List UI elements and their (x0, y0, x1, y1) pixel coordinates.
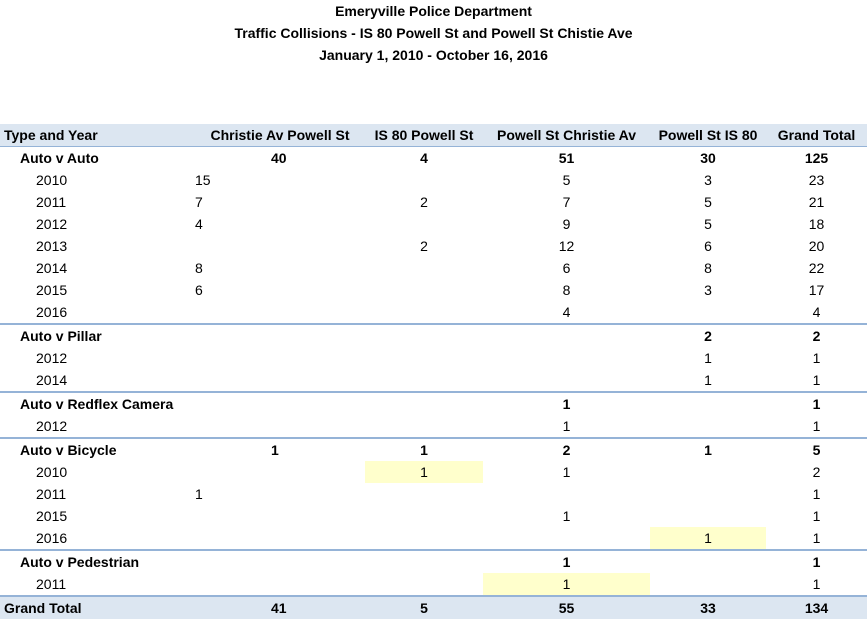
table-cell (195, 415, 365, 438)
year-label[interactable]: 2016 (36, 529, 68, 546)
year-label[interactable]: 2011 (36, 575, 67, 592)
year-row (0, 169, 867, 191)
table-cell: 5 (562, 171, 571, 188)
table-cell: 1 (812, 349, 821, 366)
year-row (0, 461, 867, 483)
table-cell: 2 (420, 237, 428, 254)
year-row (0, 191, 867, 213)
year-label[interactable]: 2013 (36, 237, 68, 254)
table-cell (195, 505, 365, 527)
col-header-powell-is80[interactable]: Powell St IS 80 (650, 124, 766, 147)
report-date-range: January 1, 2010 - October 16, 2016 (319, 47, 548, 63)
table-cell (195, 550, 365, 573)
table-cell (365, 301, 483, 324)
table-cell: 20 (808, 237, 825, 254)
table-cell: 4 (812, 303, 821, 320)
table-cell (365, 324, 483, 347)
table-cell: 1 (195, 438, 365, 461)
report-org: Emeryville Police Department (335, 3, 532, 19)
table-cell: 1 (704, 349, 712, 366)
table-cell: 1 (562, 417, 571, 434)
year-label[interactable]: 2012 (36, 215, 68, 232)
table-cell: 2 (812, 463, 821, 480)
table-cell (650, 415, 766, 438)
group-row (0, 550, 867, 573)
table-cell: 5 (766, 438, 867, 461)
table-cell (195, 573, 365, 596)
table-cell (195, 461, 365, 483)
table-cell: 125 (804, 149, 829, 166)
table-cell: 1 (812, 529, 821, 546)
table-cell (365, 505, 483, 527)
table-cell: 1 (365, 461, 483, 483)
table-cell: 8 (562, 281, 571, 298)
table-cell: 2 (766, 324, 867, 347)
table-cell: 55 (483, 596, 650, 619)
col-header-type-year[interactable]: Type and Year (0, 124, 195, 147)
table-cell: 1 (766, 550, 867, 573)
table-cell: 1 (562, 463, 571, 480)
table-cell: 33 (650, 596, 766, 619)
table-cell: 2 (483, 438, 650, 461)
table-cell: 21 (808, 193, 825, 210)
year-row (0, 369, 867, 392)
report-title: Traffic Collisions - IS 80 Powell St and Powell St Chistie Ave (234, 25, 633, 41)
table-cell (483, 483, 650, 505)
table-cell: 22 (808, 259, 825, 276)
table-cell (365, 169, 483, 191)
table-cell (195, 369, 365, 392)
year-row (0, 235, 867, 257)
table-cell: 17 (808, 281, 825, 298)
year-row (0, 527, 867, 550)
table-cell (195, 527, 365, 550)
table-cell: 1 (483, 550, 650, 573)
year-label[interactable]: 2011 (36, 485, 67, 502)
grand-total-label: Grand Total (0, 596, 195, 619)
table-cell: 5 (365, 596, 483, 619)
table-cell: 12 (558, 237, 575, 254)
table-cell: 1 (195, 485, 203, 502)
table-cell: 4 (420, 149, 428, 166)
table-cell (483, 324, 650, 347)
table-cell: 5 (704, 193, 712, 210)
table-cell: 51 (558, 149, 575, 166)
table-cell (365, 369, 483, 392)
table-cell: 1 (365, 438, 483, 461)
table-cell: 4 (562, 303, 571, 320)
table-cell: 23 (808, 171, 825, 188)
group-row (0, 438, 867, 461)
year-row (0, 415, 867, 438)
table-cell (365, 213, 483, 235)
table-body (0, 147, 867, 597)
year-label[interactable]: 2012 (36, 417, 68, 434)
group-label[interactable]: Auto v Pedestrian (0, 550, 195, 573)
table-cell: 6 (562, 259, 571, 276)
table-cell: 8 (704, 259, 712, 276)
year-row (0, 347, 867, 369)
table-cell (650, 550, 766, 573)
col-header-christie-powell[interactable]: Christie Av Powell St (195, 124, 365, 147)
group-row (0, 324, 867, 347)
year-row (0, 279, 867, 301)
year-label[interactable]: 2012 (36, 349, 68, 366)
table-header-row (0, 124, 867, 147)
table-cell (650, 573, 766, 596)
table-cell: 41 (195, 596, 365, 619)
collisions-pivot-table (0, 124, 867, 619)
table-cell (195, 301, 365, 324)
group-row (0, 147, 867, 170)
table-cell: 1 (812, 575, 821, 592)
table-cell: 3 (704, 171, 712, 188)
year-label[interactable]: 2014 (36, 259, 68, 276)
table-cell: 1 (562, 507, 571, 524)
col-header-is80-powell[interactable]: IS 80 Powell St (365, 124, 483, 147)
table-cell (365, 573, 483, 596)
year-label[interactable]: 2010 (36, 463, 68, 480)
table-cell: 40 (271, 149, 287, 166)
table-cell (483, 527, 650, 550)
table-cell: 1 (483, 392, 650, 415)
year-label[interactable]: 2010 (36, 171, 68, 188)
table-cell: 18 (808, 215, 825, 232)
year-row (0, 213, 867, 235)
group-label[interactable]: Auto v Auto (20, 149, 99, 166)
year-row (0, 483, 867, 505)
group-label[interactable]: Auto v Redflex Camera (0, 392, 195, 415)
table-cell: 1 (650, 438, 766, 461)
table-cell: 6 (195, 281, 203, 298)
table-cell (365, 279, 483, 301)
table-cell: 1 (812, 417, 821, 434)
table-cell (483, 347, 650, 369)
table-cell (365, 392, 483, 415)
table-cell: 3 (704, 281, 712, 298)
year-label[interactable]: 2015 (36, 507, 68, 524)
table-cell: 1 (766, 392, 867, 415)
table-cell (365, 347, 483, 369)
table-cell (483, 369, 650, 392)
year-label[interactable]: 2011 (36, 193, 67, 210)
year-row (0, 505, 867, 527)
table-cell (365, 257, 483, 279)
table-cell: 9 (562, 215, 571, 232)
table-cell (365, 415, 483, 438)
year-row (0, 257, 867, 279)
table-cell: 1 (812, 485, 821, 502)
table-cell (195, 347, 365, 369)
group-label[interactable]: Auto v Pillar (0, 324, 195, 347)
table-cell: 1 (483, 573, 650, 596)
table-cell (195, 392, 365, 415)
table-cell (650, 461, 766, 483)
table-cell: 5 (704, 215, 712, 232)
table-cell: 4 (195, 215, 203, 232)
table-cell: 30 (700, 149, 716, 166)
table-cell: 15 (195, 171, 211, 188)
year-label[interactable]: 2016 (36, 303, 68, 320)
table-cell (365, 527, 483, 550)
group-label[interactable]: Auto v Bicycle (0, 438, 195, 461)
table-cell: 7 (562, 193, 571, 210)
table-cell: 134 (766, 596, 867, 619)
table-cell (195, 324, 365, 347)
table-cell (365, 483, 483, 505)
table-cell: 2 (420, 193, 428, 210)
report-header (0, 0, 867, 66)
table-cell: 2 (650, 324, 766, 347)
year-row (0, 573, 867, 596)
table-cell (650, 392, 766, 415)
table-cell: 1 (704, 371, 712, 388)
table-cell: 8 (195, 259, 203, 276)
table-cell: 7 (195, 193, 203, 210)
year-label[interactable]: 2014 (36, 371, 68, 388)
table-cell: 1 (812, 371, 821, 388)
table-cell (650, 505, 766, 527)
table-cell: 1 (650, 527, 766, 550)
table-cell (365, 550, 483, 573)
group-row (0, 392, 867, 415)
table-cell (195, 235, 365, 257)
table-cell: 6 (704, 237, 712, 254)
table-cell (650, 483, 766, 505)
table-cell: 1 (812, 507, 821, 524)
table-cell (650, 301, 766, 324)
year-label[interactable]: 2015 (36, 281, 68, 298)
col-header-grand-total[interactable]: Grand Total (766, 124, 867, 147)
col-header-powell-christie[interactable]: Powell St Christie Av (483, 124, 650, 147)
year-row (0, 301, 867, 324)
